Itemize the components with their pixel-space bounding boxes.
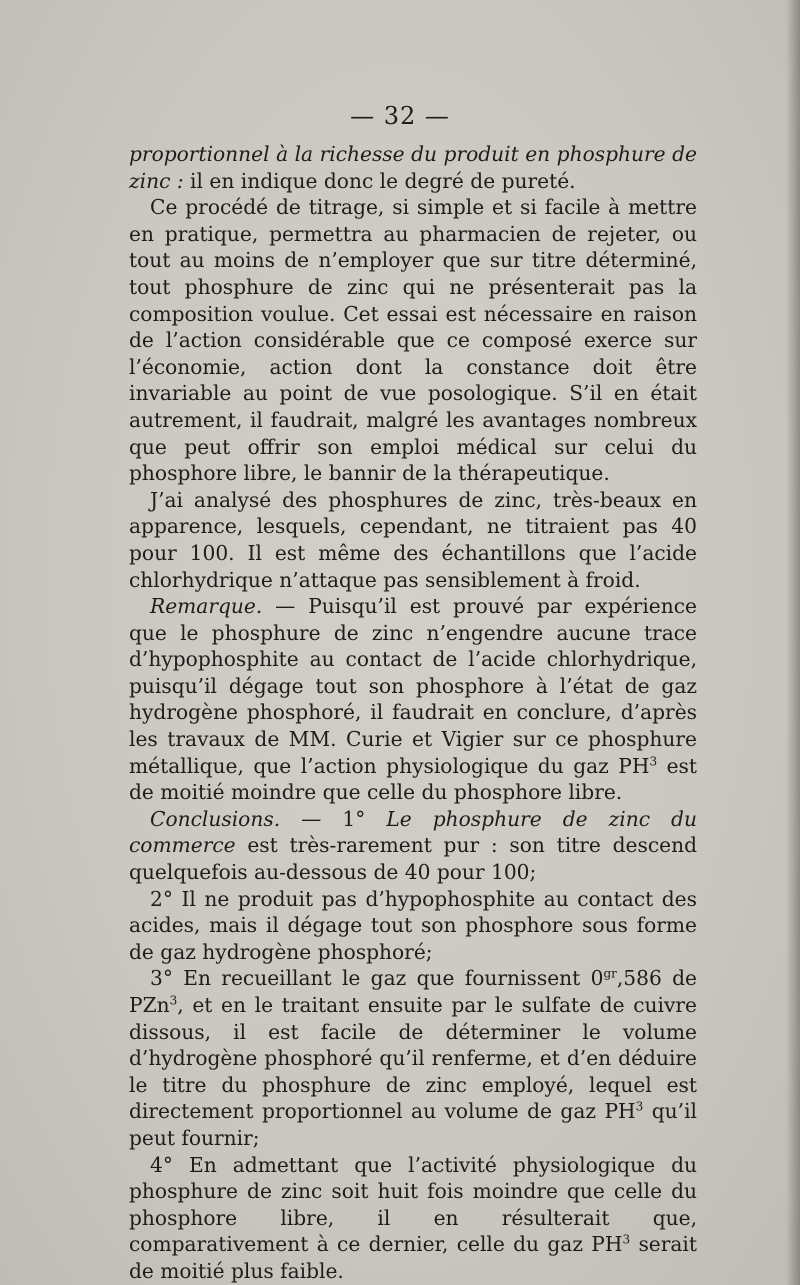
conclusion-3-end: qu’il peut fournir; bbox=[129, 1099, 697, 1150]
conclusions-label: Conclusions. bbox=[150, 806, 281, 831]
conclusions-dash: — 1° bbox=[280, 806, 387, 831]
body-text bbox=[129, 141, 697, 1285]
paragraph-remarque bbox=[129, 593, 697, 806]
paragraph-conclusions bbox=[129, 806, 697, 886]
paragraph-conclusion-2: 2° Il ne produit pas d’hypophosphite au contact des acides, mais il dégage tout son phosphore sous forme de gaz hydrogène phosphoré; bbox=[129, 886, 697, 964]
page-number: — 32 — bbox=[350, 102, 450, 130]
conclusion-3-before: 3° En recueillant le gaz que fournissent 0 bbox=[150, 966, 604, 991]
paragraph-conclusion-4 bbox=[129, 1152, 697, 1285]
conclusion-3-sup-ph: 3 bbox=[635, 1099, 644, 1114]
conclusion-4-sup: 3 bbox=[622, 1232, 631, 1247]
paragraph-conclusion-3 bbox=[129, 965, 697, 1151]
page-edge-shadow bbox=[786, 0, 800, 1285]
remarque-label: Remarque. bbox=[150, 594, 263, 619]
conclusions-rest: est très-rarement pur : son titre descend quelquefois au-dessous de 40 pour 100; bbox=[129, 833, 697, 885]
remarque-text-before: — Puisqu’il est prouvé par expérience que le phosphure de zinc n’engendre aucune trace d’hypophosphite au contact de l’acide chlorhydrique, puisqu’il dégage tout son phosphore à l’état de gaz hydrogène phosphoré, il faudrait en conclure, d’après les travaux de MM. Curie et Vigier sur ce phosphure métallique, que l’action physiologique du gaz PH bbox=[129, 594, 697, 778]
paragraph-2: Ce procédé de titrage, si simple et si facile à mettre en pratique, permettra au pharmacien de rejeter, ou tout au moins de n’employer que sur titre déterminé, tout phosphure de zinc qui ne présenterait pas la composition voulue. Cet essai est nécessaire en raison de l’action considérable que ce composé exerce sur l’économie, action dont la constance doit être invariable au point de vue posologique. S’il en était autrement, il faudrait, malgré les avantages nombreux que peut offrir son emploi médical sur celui du phosphore libre, le bannir de la thérapeutique. bbox=[129, 195, 697, 486]
remarque-text-after: est de moitié moindre que celle du phosphore libre. bbox=[129, 753, 697, 805]
paragraph-3: J’ai analysé des phosphures de zinc, très-beaux en apparence, lesquels, cependant, ne titraient pas 40 pour 100. Il est même des échantillons que l’acide chlorhydrique n’attaque pas sensiblement à froid. bbox=[129, 487, 697, 592]
conclusions-italic: Le phosphure de zinc du commerce bbox=[129, 806, 697, 858]
remarque-superscript: 3 bbox=[649, 753, 658, 768]
conclusion-3-sup-zn: 3 bbox=[169, 993, 178, 1008]
paragraph-1 bbox=[129, 141, 697, 194]
conclusion-4-before: 4° En admettant que l’activité physiologique du phosphure de zinc soit huit fois moindre que celle du phosphore libre, il en résulterait que, comparativement à ce dernier, celle du gaz PH bbox=[129, 1152, 697, 1257]
paragraph-1-italic: proportionnel à la richesse du produit en phosphure de zinc : bbox=[129, 142, 697, 193]
conclusion-4-after: serait de moitié plus faible. bbox=[129, 1232, 698, 1283]
paragraph-1-rest: il en indique donc le degré de pureté. bbox=[183, 168, 576, 193]
conclusion-3-sup-gr: gr bbox=[603, 966, 617, 981]
conclusion-3-mid: ,586 de PZn bbox=[129, 966, 697, 1017]
conclusion-3-after: , et en le traitant ensuite par le sulfate de cuivre dissous, il est facile de déterminer le volume d’hydrogène phosphoré qu’il renferme, et d’en déduire le titre du phosphure de zinc employé, lequel est directement proportionnel au volume de gaz PH bbox=[129, 993, 697, 1124]
